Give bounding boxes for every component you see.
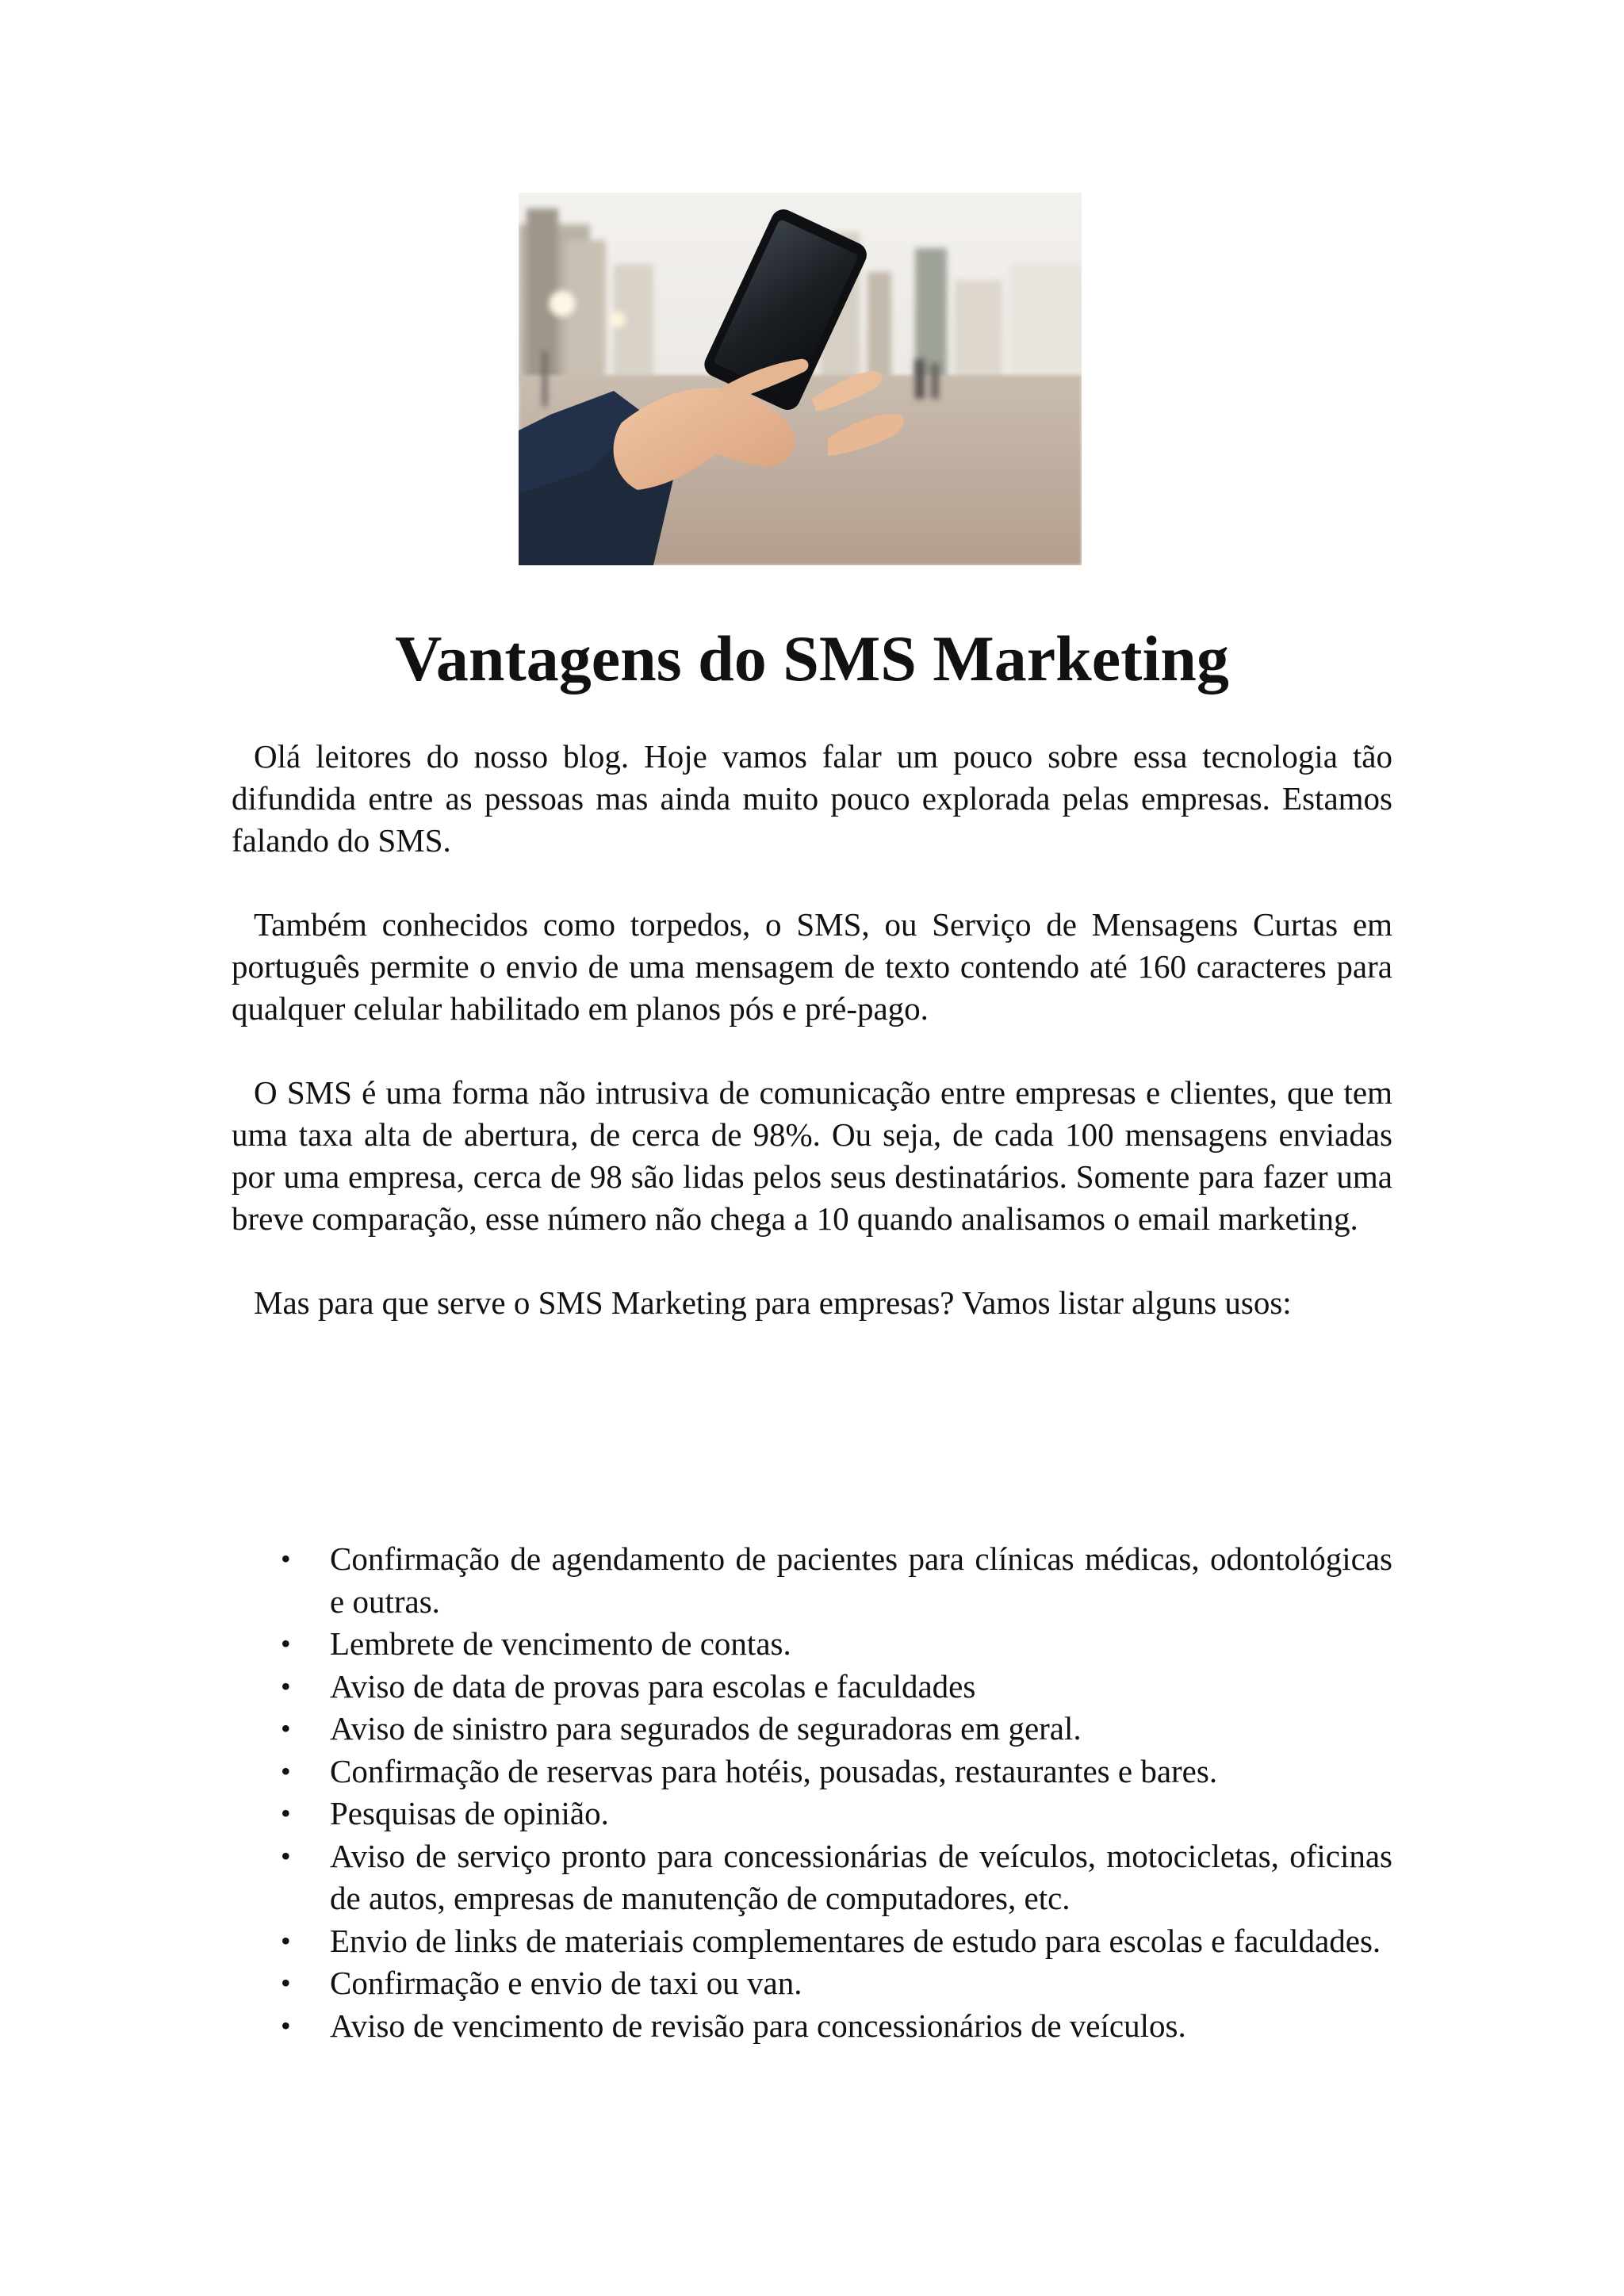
list-item bbox=[232, 1751, 1392, 1793]
sms-definition-paragraph: Também conhecidos como torpedos, o SMS, ou Serviço de Mensagens Curtas em português permite o envio de uma mensagem de texto contendo até 160 caracteres para qualquer celular habilitado em planos pós e pré-pago. bbox=[232, 906, 1392, 1027]
list-item-text: Aviso de sinistro para segurados de seguradoras em geral. bbox=[330, 1710, 1082, 1747]
list-item bbox=[232, 1835, 1392, 1920]
list-item-text: Confirmação de agendamento de pacientes para clínicas médicas, odontológicas e outras. bbox=[330, 1540, 1392, 1620]
list-item bbox=[232, 1708, 1392, 1751]
list-item bbox=[232, 1920, 1392, 1963]
bullet-icon: • bbox=[281, 1839, 291, 1872]
bullet-icon: • bbox=[281, 2009, 291, 2042]
list-item bbox=[232, 1666, 1392, 1709]
open-rate-paragraph: O SMS é uma forma não intrusiva de comunicação entre empresas e clientes, que tem uma taxa alta de abertura, de cerca de 98%. Ou seja, de cada 100 mensagens enviadas por uma empresa, cerca de 98 são lidas pelos seus destinatários. Somente para fazer uma breve comparação, esse número não chega a 10 quando analisamos o email marketing. bbox=[232, 1074, 1392, 1237]
list-item bbox=[232, 2005, 1392, 2048]
bullet-icon: • bbox=[281, 1712, 291, 1744]
uses-list bbox=[232, 1538, 1392, 2047]
list-item-text: Pesquisas de opinião. bbox=[330, 1795, 609, 1831]
list-item-text: Confirmação de reservas para hotéis, pousadas, restaurantes e bares. bbox=[330, 1752, 1218, 1789]
bullet-icon: • bbox=[281, 1797, 291, 1829]
article-title: Vantagens do SMS Marketing bbox=[395, 622, 1229, 695]
list-item-text: Aviso de serviço pronto para concessionárias de veículos, motocicletas, oficinas de autos, empresas de manutenção de computadores, etc. bbox=[330, 1837, 1392, 1916]
bullet-icon: • bbox=[281, 1543, 291, 1575]
intro-paragraph: Olá leitores do nosso blog. Hoje vamos falar um pouco sobre essa tecnologia tão difundida entre as pessoas mas ainda muito pouco explorada pelas empresas. Estamos falando do SMS. bbox=[232, 738, 1392, 859]
list-item bbox=[232, 1793, 1392, 1835]
list-item-text: Envio de links de materiais complementares de estudo para escolas e faculdades. bbox=[330, 1922, 1381, 1959]
list-item-text: Aviso de data de provas para escolas e faculdades bbox=[330, 1667, 976, 1705]
bullet-icon: • bbox=[281, 1755, 291, 1787]
bullet-icon: • bbox=[281, 1670, 291, 1702]
list-item-text: Confirmação e envio de taxi ou van. bbox=[330, 1965, 802, 2001]
uses-intro-paragraph: Mas para que serve o SMS Marketing para empresas? Vamos listar alguns usos: bbox=[254, 1284, 1292, 1321]
list-item bbox=[232, 1538, 1392, 1623]
list-item bbox=[232, 1962, 1392, 2005]
bullet-icon: • bbox=[281, 1967, 291, 1999]
bullet-icon: • bbox=[281, 1628, 291, 1659]
list-item-text: Lembrete de vencimento de contas. bbox=[330, 1625, 791, 1662]
article-body bbox=[232, 736, 1392, 1324]
list-item bbox=[232, 1623, 1392, 1666]
hero-photo-hands-holding-smartphone bbox=[519, 193, 1082, 565]
bullet-icon: • bbox=[281, 1924, 291, 1957]
list-item-text: Aviso de vencimento de revisão para concessionários de veículos. bbox=[330, 2007, 1186, 2044]
